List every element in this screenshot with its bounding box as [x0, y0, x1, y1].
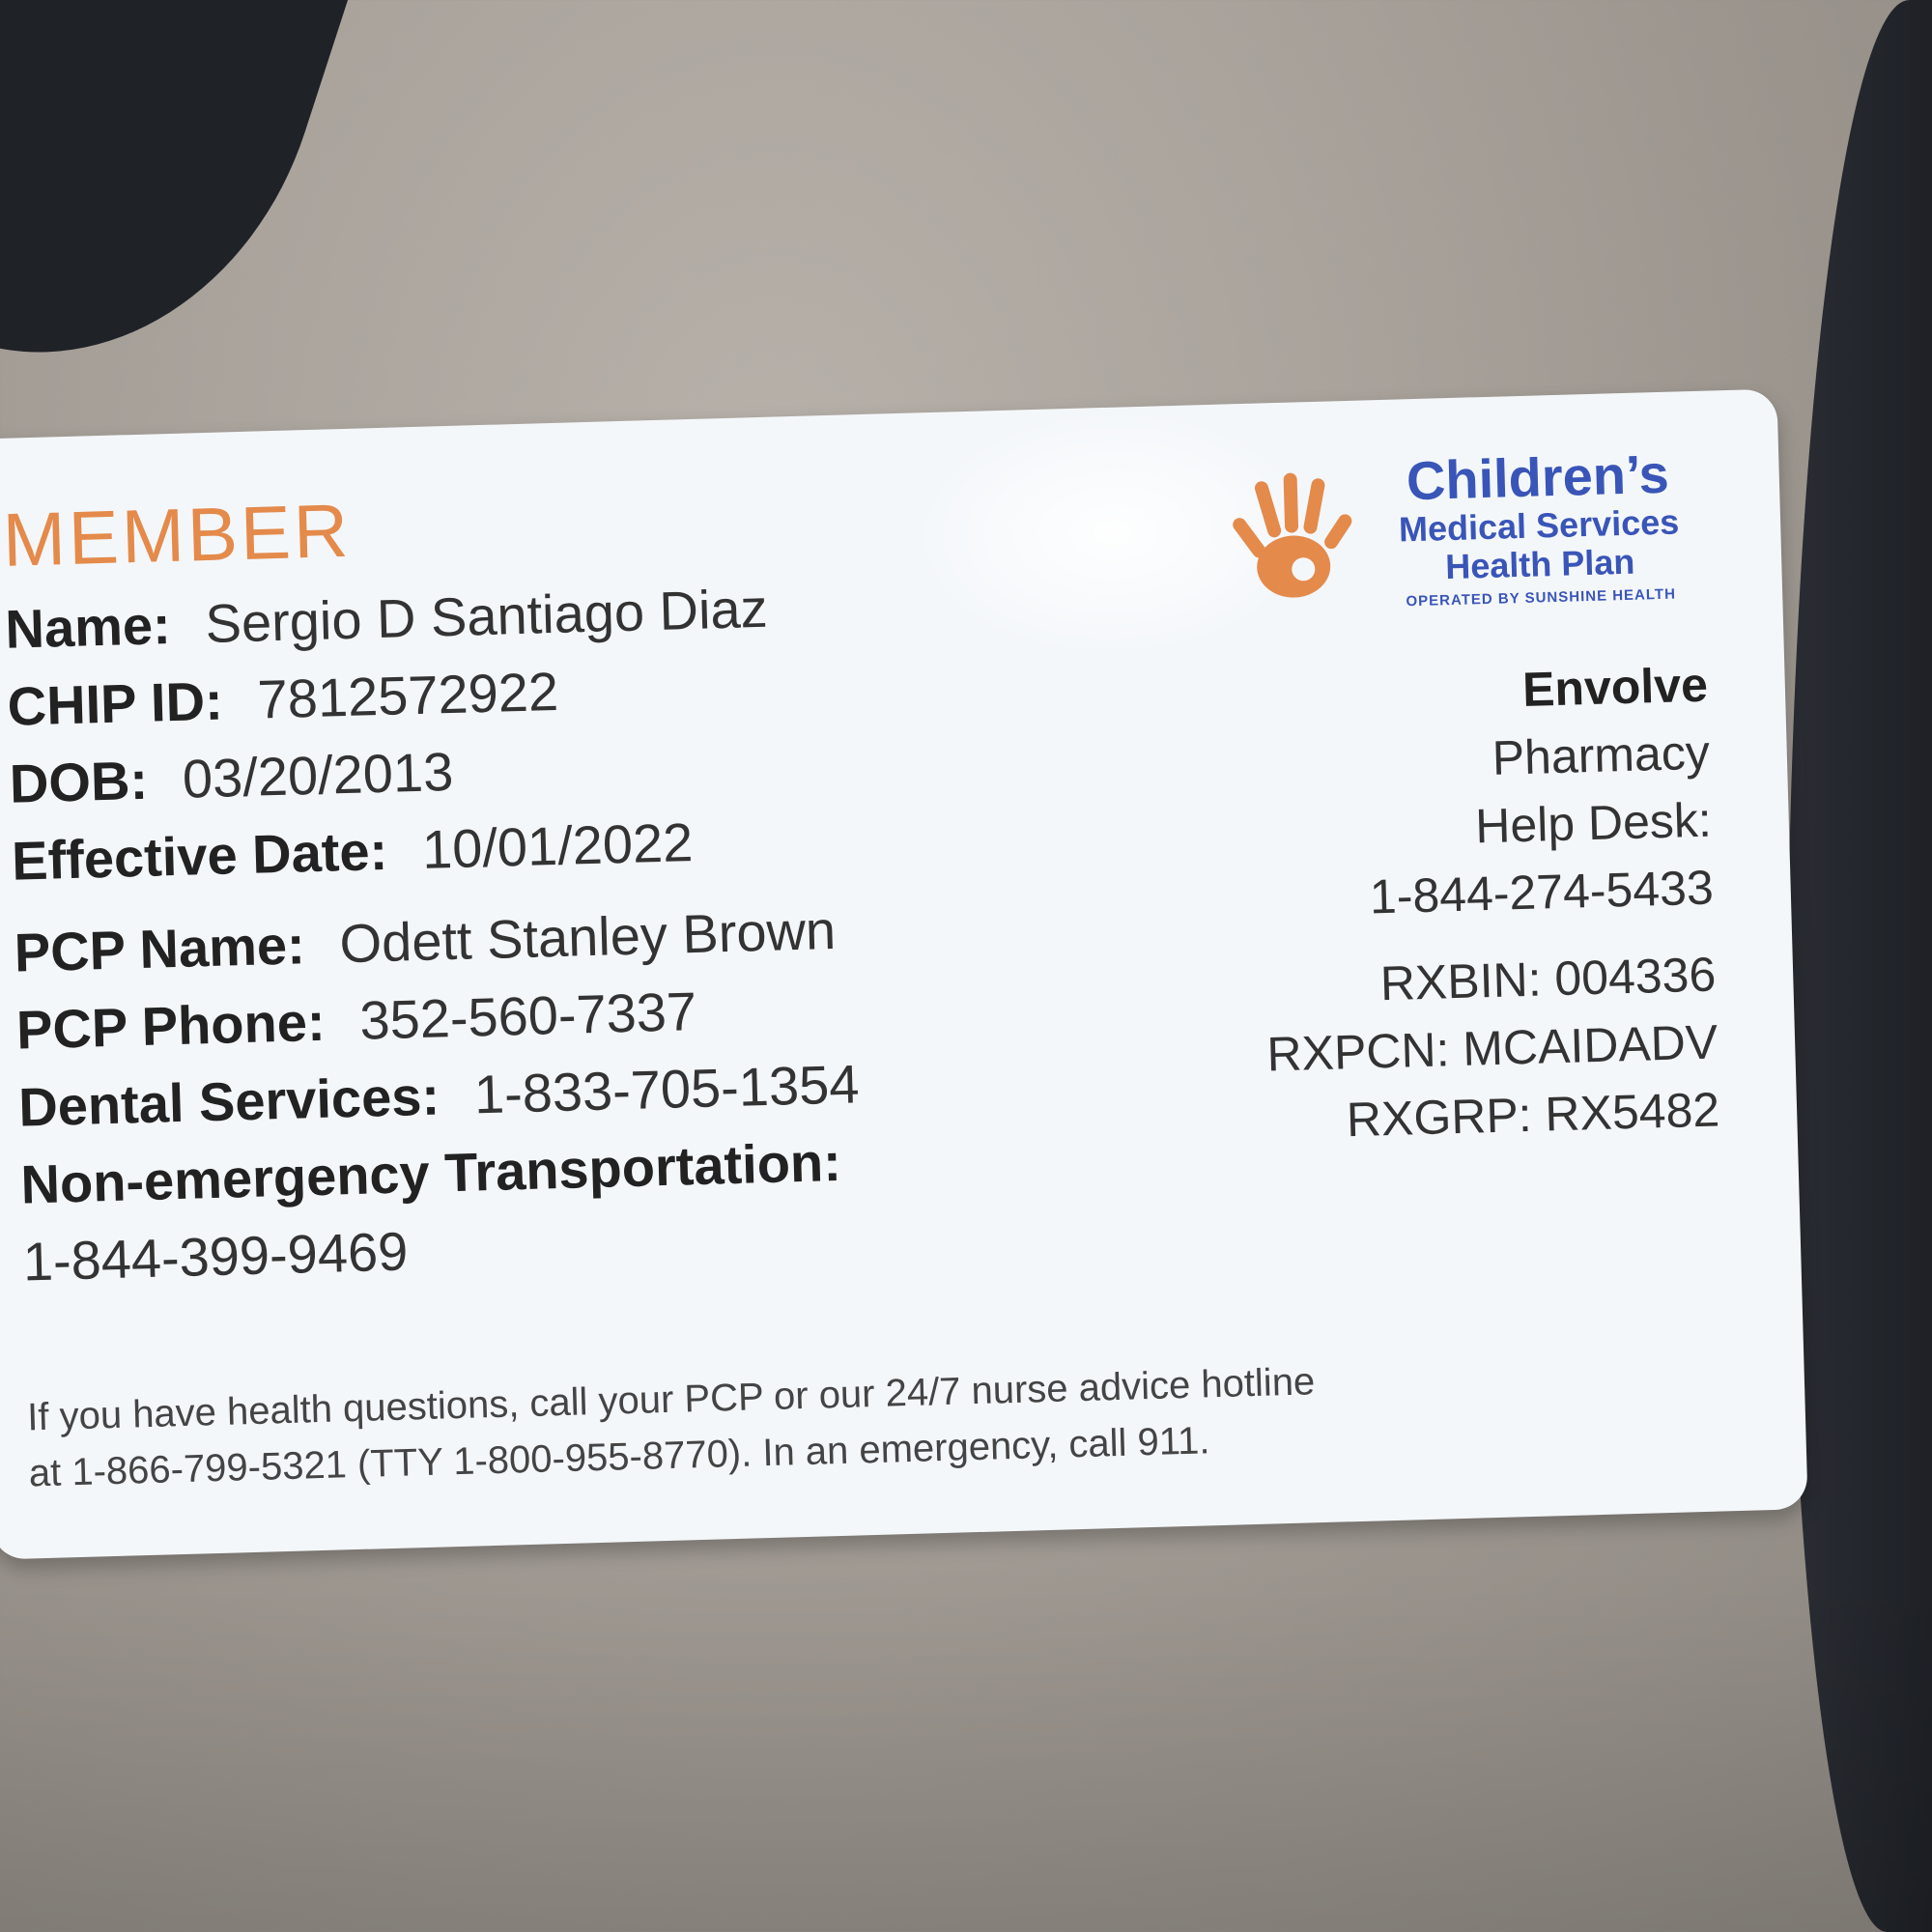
rx-pcn: RXPCN: MCAIDADV	[1265, 1014, 1719, 1082]
footer-line-2: at 1-866-799-5321 (TTY 1-800-955-8770). In an emergency, call 911.	[28, 1419, 1211, 1495]
field-value: 03/20/2013	[182, 740, 455, 810]
field-label: CHIP ID:	[6, 669, 224, 737]
field-label: Name:	[4, 594, 172, 660]
field-value: 1-833-705-1354	[473, 1053, 861, 1125]
field-dental-services	[17, 1052, 860, 1138]
logo-wordmark	[1378, 444, 1700, 611]
footer-notice	[26, 1347, 1575, 1502]
field-value: 10/01/2022	[421, 811, 695, 880]
logo-operator: OPERATED BY SUNSHINE HEALTH	[1406, 585, 1677, 611]
field-chip-id	[7, 660, 559, 738]
rx-grp: RXGRP: RX5482	[1346, 1082, 1720, 1148]
field-value: 1-844-399-9469	[21, 1220, 410, 1293]
pharmacy-phone: 1-844-274-5433	[1369, 860, 1715, 924]
field-label: PCP Phone:	[15, 990, 327, 1061]
logo-title: Children’s	[1406, 442, 1670, 512]
hand-print-icon	[1223, 463, 1372, 611]
field-label: Non-emergency Transportation:	[19, 1130, 842, 1215]
plan-logo	[1223, 443, 1730, 621]
field-effective-date	[11, 810, 694, 893]
field-dob	[9, 740, 454, 815]
rx-bin: RXBIN: 004336	[1379, 947, 1717, 1011]
logo-subtitle-2: Health Plan	[1444, 541, 1635, 587]
field-label: Dental Services:	[17, 1065, 440, 1138]
field-transport-label	[20, 1129, 877, 1216]
pharmacy-line-2: Pharmacy	[1491, 724, 1711, 785]
pharmacy-line-3: Help Desk:	[1474, 792, 1713, 854]
car-seat-shadow	[0, 0, 367, 419]
field-pcp-phone	[15, 980, 697, 1062]
member-heading: MEMBER	[1, 487, 353, 582]
field-transport-value	[22, 1219, 409, 1293]
member-id-card	[0, 389, 1808, 1560]
footer-line-1: If you have health questions, call your PCP or our 24/7 nurse advice hotline	[26, 1360, 1316, 1439]
logo-subtitle: Medical Services	[1398, 501, 1680, 550]
field-label: PCP Name:	[13, 914, 306, 983]
field-value: 7812572922	[256, 660, 559, 730]
field-value: Sergio D Santiago Diaz	[204, 577, 769, 655]
fabric-background	[0, 1565, 1932, 1932]
field-value: 352-560-7337	[358, 980, 697, 1051]
field-pcp-name	[14, 898, 837, 984]
field-label: DOB:	[9, 749, 149, 814]
field-label: Effective Date:	[11, 819, 388, 892]
field-name	[5, 577, 769, 661]
field-value: Odett Stanley Brown	[338, 898, 837, 975]
pharmacy-name: Envolve	[1521, 657, 1709, 717]
